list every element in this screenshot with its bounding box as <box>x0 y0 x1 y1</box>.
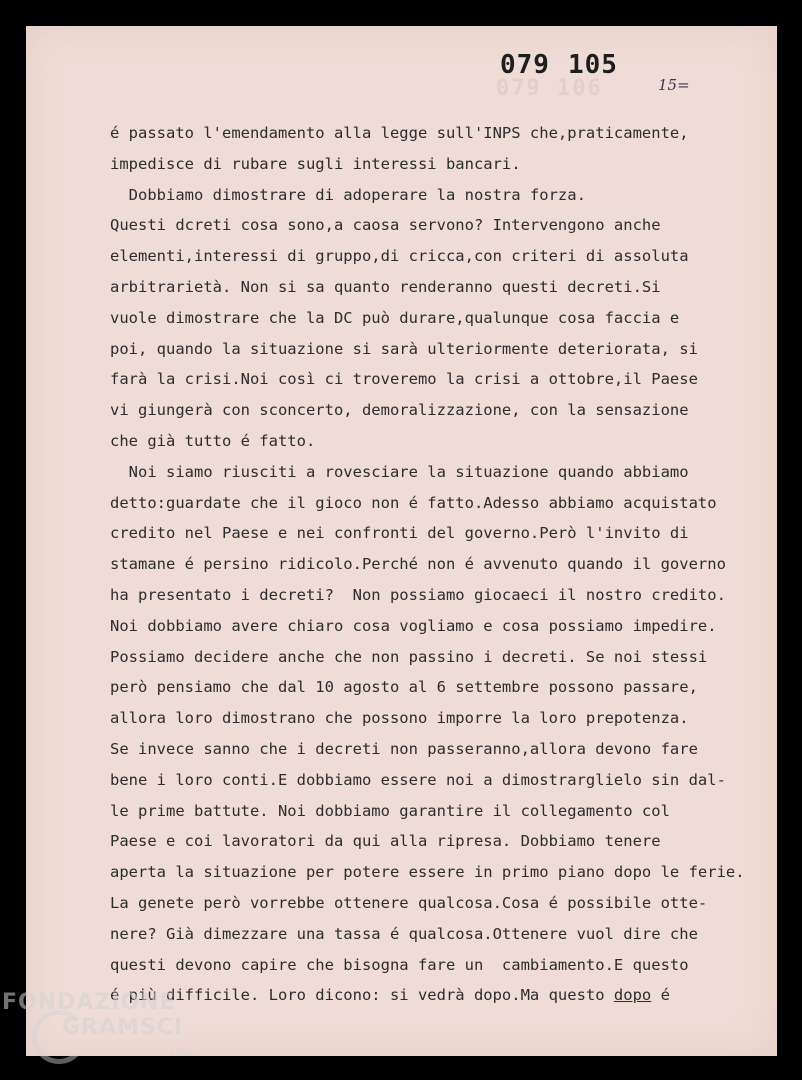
text-line: stamane é persino ridicolo.Perché non é avvenuto quando il governo <box>110 555 726 574</box>
watermark-line-3: onlus <box>170 1048 195 1058</box>
text-line: nere? Già dimezzare una tassa é qualcosa.Ottenere vuol dire che <box>110 924 698 943</box>
text-line: Possiamo decidere anche che non passino i decreti. Se noi stessi <box>110 647 708 666</box>
text-line: poi, quando la situazione si sarà ulteriormente deteriorata, si <box>110 339 698 358</box>
text-line: vi giungerà con sconcerto, demoralizzazione, con la sensazione <box>110 401 689 420</box>
text-line: questi devono capire che bisogna fare un cambiamento.E questo <box>110 955 689 974</box>
text-line: Paese e coi lavoratori da qui alla ripresa. Dobbiamo tenere <box>110 832 661 851</box>
text-line: che già tutto é fatto. <box>110 431 316 450</box>
text-line: Noi siamo riusciti a rovesciare la situazione quando abbiamo <box>110 462 689 481</box>
text-line: é passato l'emendamento alla legge sull'INPS che,praticamente, <box>110 124 689 142</box>
page-number-left: 079 <box>500 50 550 80</box>
typed-text-body <box>110 118 745 1011</box>
text-line: aperta la situazione per potere essere in primo piano dopo le ferie. <box>110 863 745 882</box>
text-line: allora loro dimostrano che possono imporre la loro prepotenza. <box>110 709 689 728</box>
text-line: Se invece sanno che i decreti non passeranno,allora devono fare <box>110 739 698 758</box>
text-line: ha presentato i decreti? Non possiamo giocaeci il nostro credito. <box>110 585 726 604</box>
last-line-start: é più difficile. Loro dicono: si vedrà dopo.Ma questo <box>110 986 614 1005</box>
text-line: credito nel Paese e nei confronti del governo.Però l'invito di <box>110 524 689 543</box>
bleed-through-number: 079 106 <box>496 76 603 101</box>
archive-page-number <box>500 50 618 80</box>
handwritten-note: 15= <box>658 76 690 94</box>
text-line: elementi,interessi di gruppo,di cricca,con criteri di assoluta <box>110 247 689 266</box>
text-line: La genete però vorrebbe ottenere qualcosa.Cosa é possibile otte- <box>110 893 708 912</box>
underlined-word: dopo <box>613 986 652 1005</box>
text-line: detto:guardate che il gioco non é fatto.Adesso abbiamo acquistato <box>110 493 717 512</box>
last-line-tail: é <box>651 986 670 1005</box>
text-line: farà la crisi.Noi così ci troveremo la crisi a ottobre,il Paese <box>110 370 698 389</box>
text-line: Dobbiamo dimostrare di adoperare la nostra forza. <box>110 185 586 204</box>
document-page <box>26 26 777 1056</box>
text-line: arbitrarietà. Non si sa quanto renderanno questi decreti.Si <box>110 277 661 296</box>
text-line: vuole dimostrare che la DC può durare,qualunque cosa faccia e <box>110 308 680 327</box>
page-number-right: 105 <box>567 50 618 80</box>
text-line: però pensiamo che dal 10 agosto al 6 settembre possono passare, <box>110 678 698 697</box>
watermark-line-1: FONDAZIONE <box>2 990 176 1015</box>
text-line: Noi dobbiamo avere chiaro cosa vogliamo e cosa possiamo impedire. <box>110 616 717 635</box>
text-line-last <box>110 980 745 1011</box>
watermark-line-2: GRAMSCI <box>62 1015 184 1040</box>
text-line: bene i loro conti.E dobbiamo essere noi a dimostrarglielo sin dal- <box>110 770 726 789</box>
text-line: impedisce di rubare sugli interessi bancari. <box>110 154 521 173</box>
text-line: le prime battute. Noi dobbiamo garantire il collegamento col <box>110 801 670 820</box>
text-line: Questi dcreti cosa sono,a caosa servono? Intervengono anche <box>110 216 661 235</box>
